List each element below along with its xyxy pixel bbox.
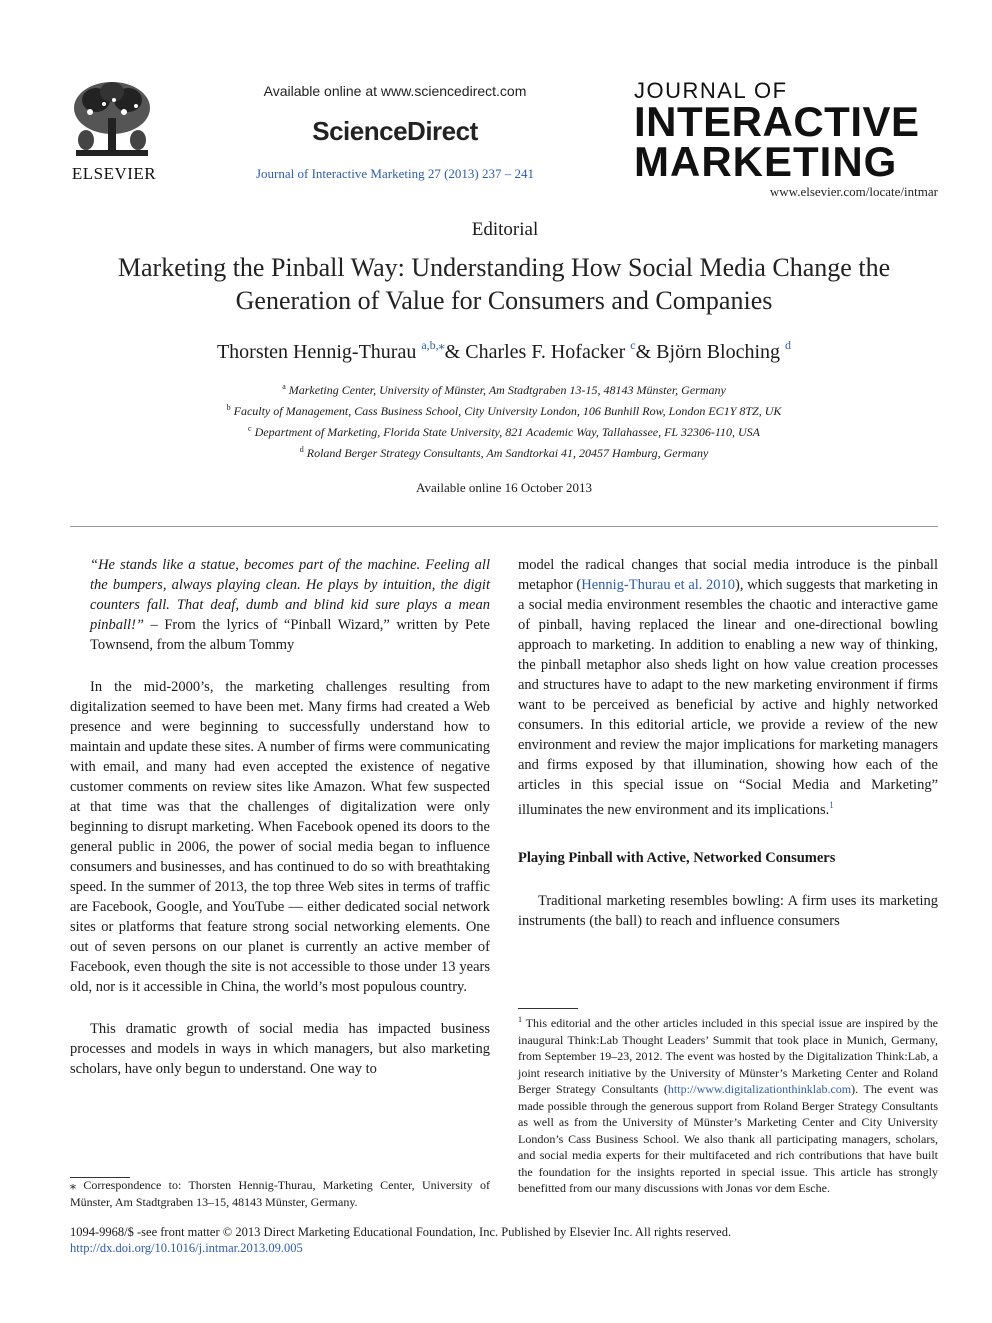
footnote-number: 1 bbox=[518, 1015, 522, 1024]
body-paragraph: Traditional marketing resembles bowling: A firm uses its marketing instruments (the ball) to reach and influence consumers bbox=[518, 893, 938, 929]
author-affil-link[interactable]: d bbox=[785, 338, 792, 352]
journal-logo-line1: JOURNAL OF bbox=[634, 78, 788, 103]
citation-link[interactable]: Hennig-Thurau et al. 2010 bbox=[581, 577, 736, 593]
elsevier-tree-icon bbox=[66, 78, 158, 162]
footnote-divider bbox=[518, 1008, 578, 1009]
epigraph bbox=[70, 555, 490, 655]
author-affil-link[interactable]: c bbox=[630, 338, 636, 352]
footnote-text: ). The event was made possible through the generous support from Roland Berger Strategy Consultants as well as from the University of Münster’s Marketing Center and City University London’s Cass Business School. We also thank all participating managers, scholars, and social media experts for their multifaceted and rich contributions that have built the foundation for the insights reported in special issue. This article has strongly benefitted from our many discussions with Jonas vor dem Esche. bbox=[518, 1082, 938, 1195]
copyright-line: 1094-9968/$ -see front matter © 2013 Direct Marketing Educational Foundation, Inc. Published by Elsevier Inc. All rights reserved. bbox=[70, 1225, 732, 1239]
affiliation-marker: c bbox=[248, 424, 252, 433]
article-title: Marketing the Pinball Way: Understanding How Social Media Change the Generation of Value for Consumers and Companies bbox=[117, 253, 891, 315]
journal-logo-line2: INTERACTIVE bbox=[634, 98, 920, 145]
affiliation-marker: b bbox=[226, 403, 231, 412]
journal-logo bbox=[634, 78, 938, 185]
affiliation-marker: a bbox=[282, 382, 286, 391]
body-text: model the radical changes that social media introduce is the pinball metaphor ( bbox=[518, 557, 938, 593]
body-paragraph: In the mid-2000’s, the marketing challenges resulting from digitalization seemed to have been met. Many firms had created a Web presence and were beginning to successfully understand how to maintain and update these sites. A number of firms were communicating with email, and many had even accepted the existence of negative customer comments on review sites like Amazon. What few suspected at that time was that the challenges of digitalization were only beginning to disrupt marketing. When Facebook opened its doors to the general public in 2006, the power of social media began to influence consumers and businesses, and has continued to do so with breathtaking speed. In the summer of 2013, the top three Web sites in terms of traffic are Facebook, Google, and YouTube — either dedicated social network sites or platforms that feature strong social networking elements. One out of seven persons on our planet is currently an active member of Facebook, even though the site is not accessible to those under 13 years old, nor is it accessible in China, the world’s most populous country. bbox=[70, 679, 490, 995]
author-name: Björn Bloching bbox=[656, 341, 781, 363]
sciencedirect-logo: ScienceDirect bbox=[312, 116, 478, 146]
body-text: ), which suggests that marketing in a social media environment resembles the chaotic and interactive game of pinball, having replaced the linear and one-directional bowling approach to marketing. In addition to enabling a new way of thinking, the pinball metaphor also sheds light on how value creation processes and structures have to adapt to the new marketing environment if firms want to be perceived as beneficial by active and highly networked consumers. In this editorial article, we provide a review of the new environment and review the major implications for marketing managers and firms exposed by that illumination, showing how each of the articles in this special issue on “Social Media and Marketing” illuminates the new environment and its implications. bbox=[518, 577, 939, 818]
header-divider bbox=[70, 526, 938, 527]
author-separator: & bbox=[635, 341, 657, 363]
affiliation-item bbox=[66, 441, 942, 462]
elsevier-logo bbox=[66, 78, 162, 182]
affiliation-text: Roland Berger Strategy Consultants, Am Sandtorkai 41, 20457 Hamburg, Germany bbox=[306, 446, 709, 460]
author-name: Charles F. Hofacker bbox=[465, 341, 626, 363]
section-heading: Playing Pinball with Active, Networked Consumers bbox=[518, 850, 836, 866]
epigraph-quote: “He stands like a statue, becomes part of the machine. Feeling all the bumpers, always playing clean. He plays by intuition, the digit counters fall. That deaf, dumb and blind kid sure plays a mean pinball!” bbox=[90, 557, 490, 633]
journal-logo-line3: MARKETING bbox=[634, 138, 898, 185]
affiliation-item bbox=[66, 399, 942, 420]
thinklab-link[interactable]: http://www.digitalizationthinklab.com bbox=[667, 1082, 852, 1096]
journal-url[interactable]: www.elsevier.com/locate/intmar bbox=[769, 184, 938, 199]
author-separator: & bbox=[444, 341, 466, 363]
available-date: Available online 16 October 2013 bbox=[416, 480, 592, 495]
affiliation-list bbox=[66, 378, 942, 462]
body-paragraph: This dramatic growth of social media has impacted business processes and models in ways in which managers, but also marketing scholars, have only begun to understand. One way to bbox=[70, 1021, 490, 1077]
affiliation-text: Department of Marketing, Florida State University, 821 Academic Way, Tallahassee, FL 32306-110, USA bbox=[254, 425, 760, 439]
correspondence-footnote: ⁎ Correspondence to: Thorsten Hennig-Thurau, Marketing Center, University of Münster, Am Stadtgraben 13–15, 48143 Münster, Germany. bbox=[70, 1178, 490, 1209]
publisher-name: ELSEVIER bbox=[71, 164, 157, 183]
journal-citation-link[interactable]: Journal of Interactive Marketing 27 (2013) 237 – 241 bbox=[256, 166, 534, 181]
footnote-ref-link[interactable]: 1 bbox=[829, 800, 834, 810]
author-affil-link[interactable]: a,b,⁎ bbox=[421, 338, 445, 352]
author-name: Thorsten Hennig-Thurau bbox=[216, 341, 417, 363]
footnote-1 bbox=[518, 1012, 938, 1197]
affiliation-text: Faculty of Management, Cass Business School, City University London, 106 Bunhill Row, London EC1Y 8TZ, UK bbox=[233, 404, 782, 418]
author-list bbox=[66, 338, 942, 364]
section-label: Editorial bbox=[471, 219, 539, 240]
footnote-text: This editorial and the other articles included in this special issue are inspired by the inaugural Think:Lab Thought Leaders’ Summit that took place in Munich, Germany, from September 19–23, 2012. The event was hosted by the Digitalization Think:Lab, a joint research initiative by the University of Münster’s Marketing Center and Roland Berger Strategy Consultants ( bbox=[518, 1016, 938, 1096]
right-column bbox=[518, 555, 938, 931]
affiliation-item bbox=[66, 378, 942, 399]
available-online-text: Available online at www.sciencedirect.com bbox=[263, 83, 527, 99]
left-column bbox=[70, 555, 490, 1079]
affiliation-marker: d bbox=[299, 445, 304, 454]
body-paragraph bbox=[518, 555, 938, 820]
affiliation-text: Marketing Center, University of Münster, Am Stadtgraben 13-15, 48143 Münster, Germany bbox=[288, 383, 726, 397]
doi-link[interactable]: http://dx.doi.org/10.1016/j.intmar.2013.09.005 bbox=[70, 1241, 303, 1255]
affiliation-item bbox=[66, 420, 942, 441]
epigraph-source: – From the lyrics of “Pinball Wizard,” written by Pete Townsend, from the album Tommy bbox=[90, 617, 490, 653]
